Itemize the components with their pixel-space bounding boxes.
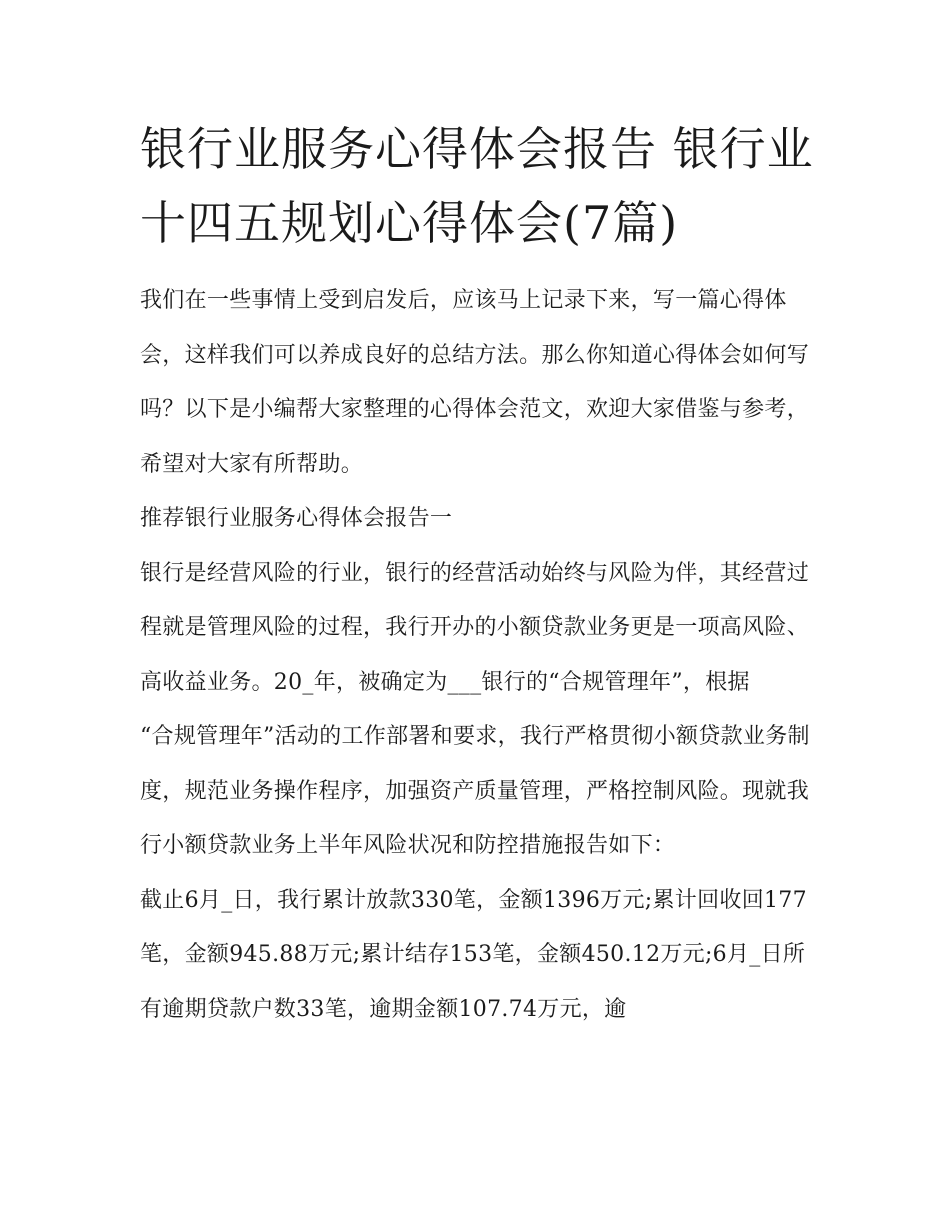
section-heading: 推荐银行业服务心得体会报告一 <box>140 506 453 531</box>
body-paragraph: 银行是经营风险的行业，银行的经营活动始终与风险为伴，其经营过程就是管理风险的过程，我行开办的小额贷款业务更是一项高风险、高收益业务。20_年，被确定为___银行的“合规管理年”，根据 <box>140 560 810 695</box>
body-paragraph: 截止6月_日，我行累计放款330笔，金额1396万元;累计回收回177笔，金额945.88万元;累计结存153笔，金额450.12万元;6月_日所有逾期贷款户数33笔，逾期金额107.74万元，逾 <box>140 887 807 1022</box>
body-paragraph: “合规管理年”活动的工作部署和要求，我行严格贯彻小额贷款业务制度，规范业务操作程序，加强资产质量管理，严格控制风险。现就我行小额贷款业务上半年风险状况和防控措施报告如下： <box>140 724 810 858</box>
document-title: 银行业服务心得体会报告 银行业十四五规划心得体会(7篇) <box>140 122 814 250</box>
intro-paragraph: 我们在一些事情上受到启发后，应该马上记录下来，写一篇心得体会，这样我们可以养成良好的总结方法。那么你知道心得体会如何写吗？以下是小编帮大家整理的心得体会范文，欢迎大家借鉴与参考，希望对大家有所帮助。 <box>140 288 810 477</box>
document-body <box>140 274 820 1037</box>
